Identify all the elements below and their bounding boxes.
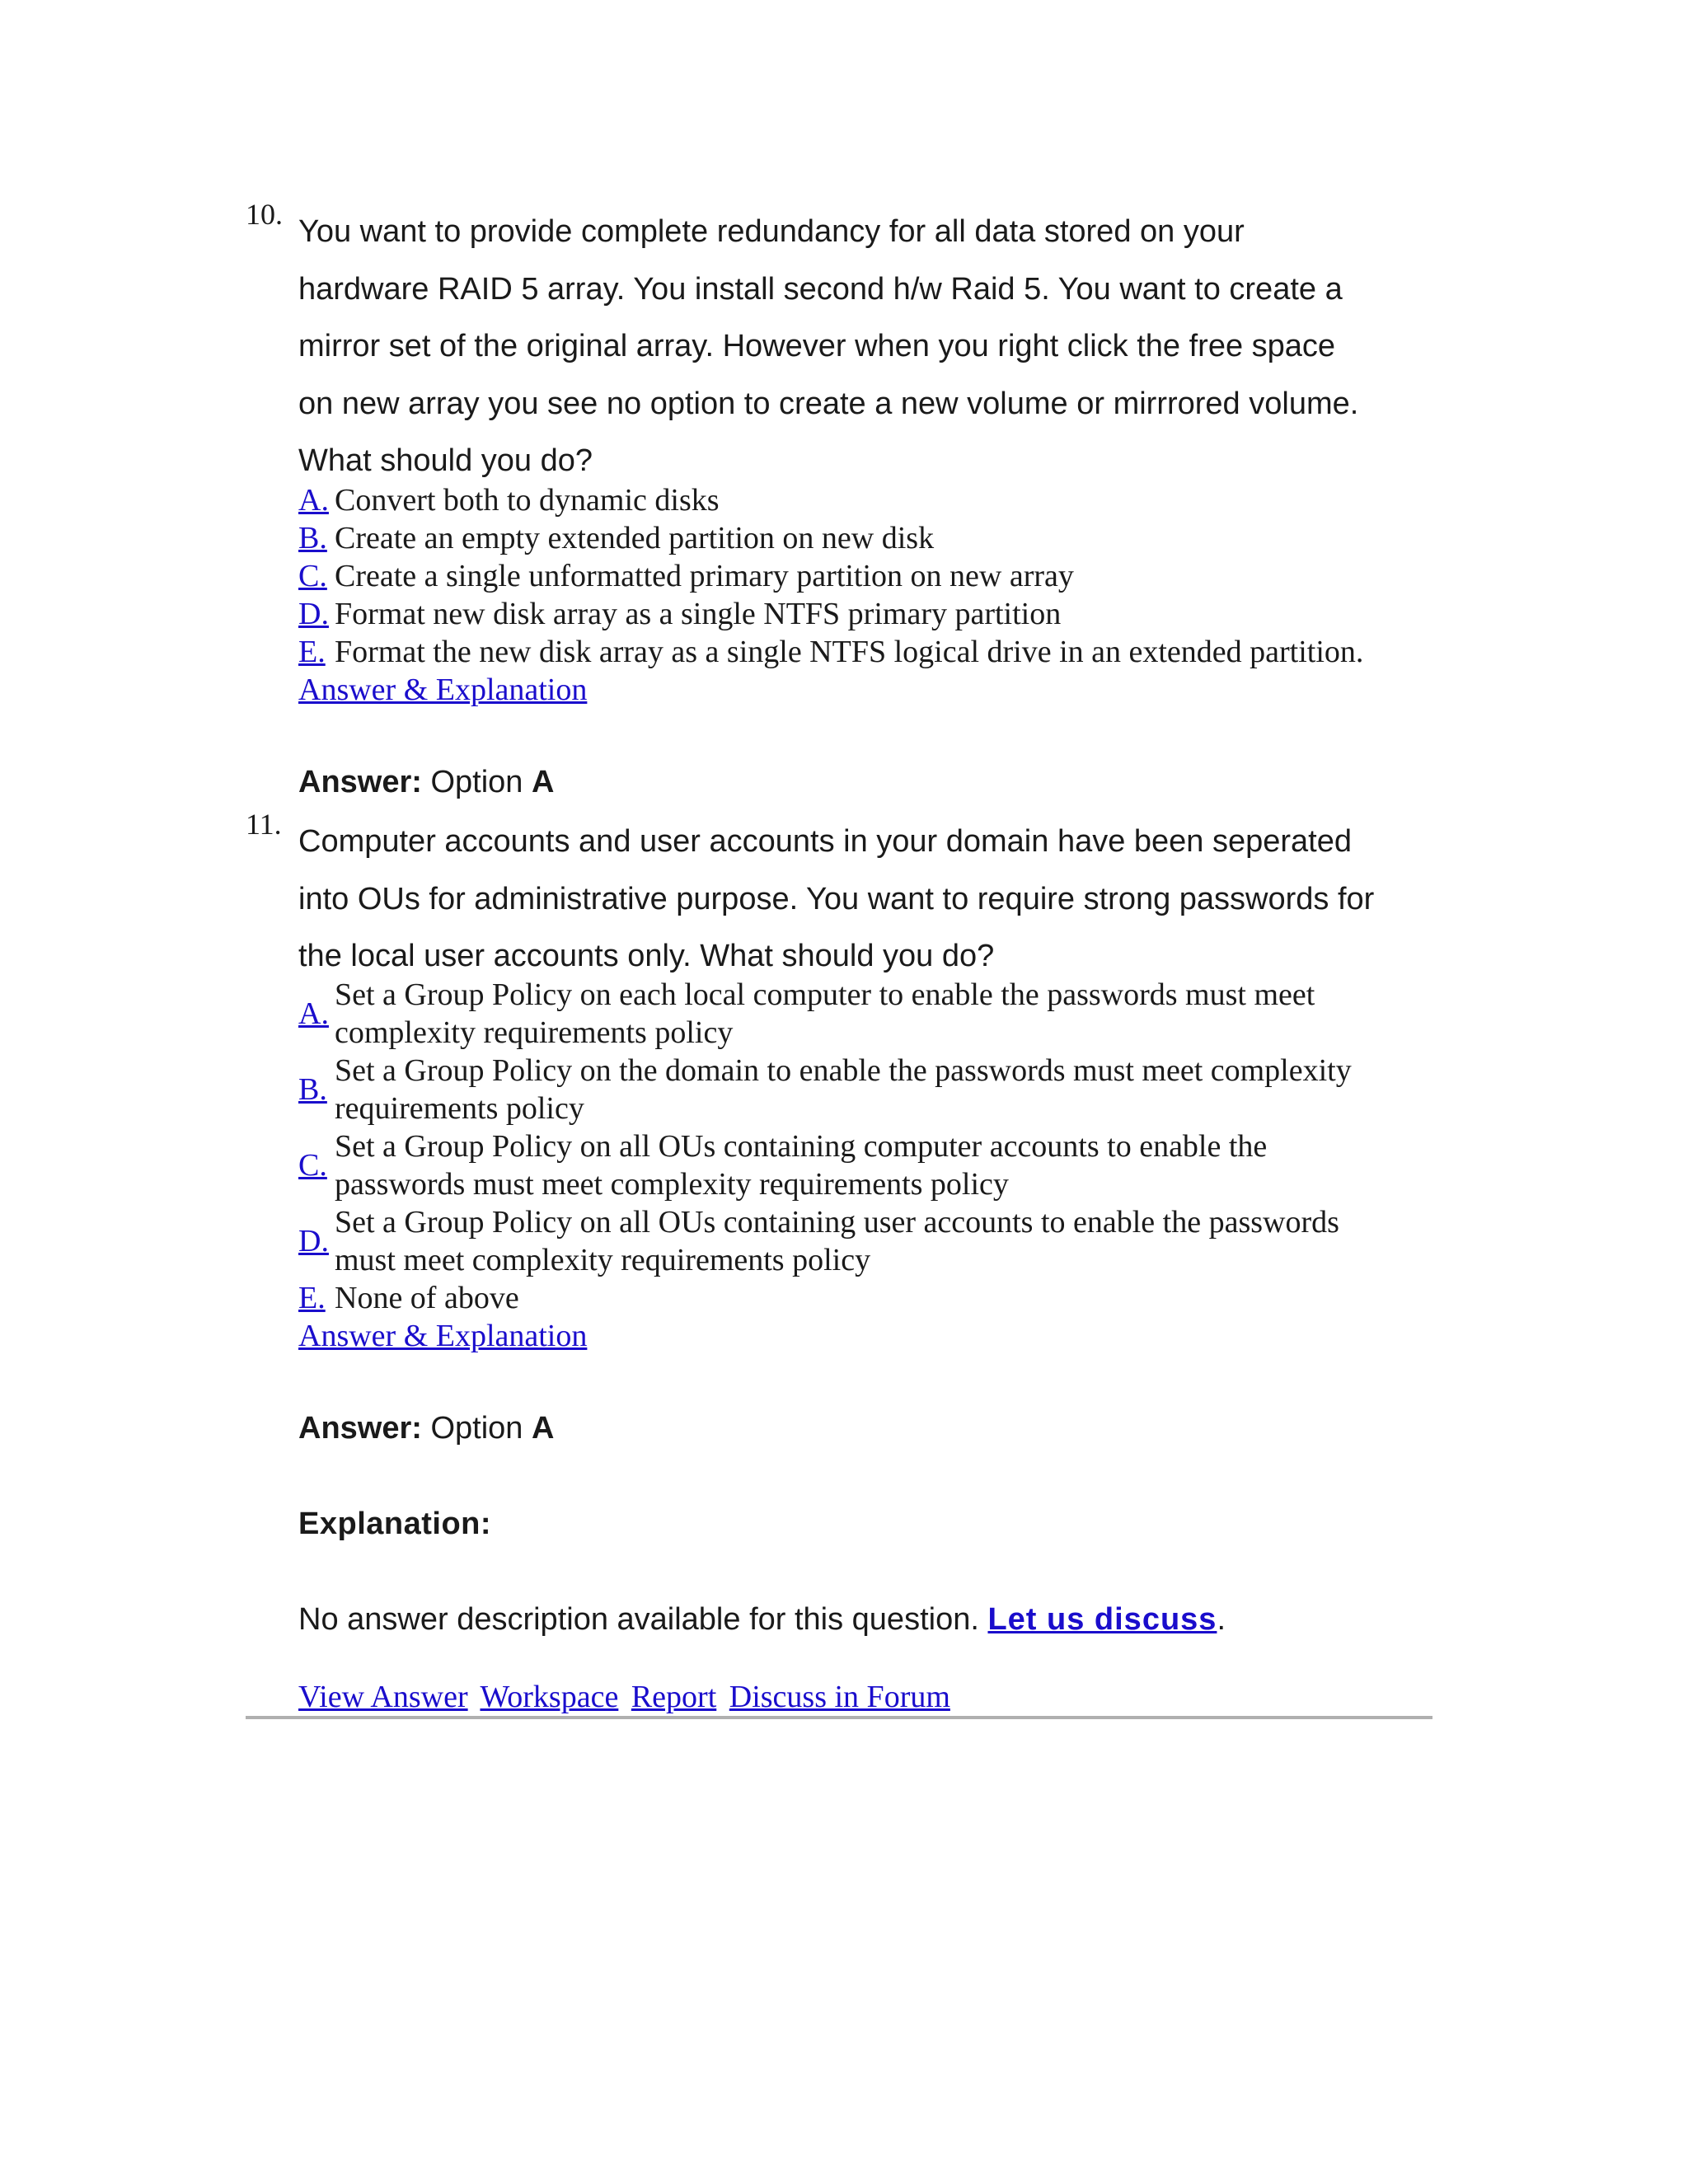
option-a (298, 481, 1452, 519)
answer-label: Answer: (298, 765, 422, 799)
option-e-link[interactable]: E. (298, 635, 326, 669)
answer-letter: A (532, 765, 555, 799)
explanation-text: No answer description available for this question. Let us discuss. (298, 1602, 1226, 1637)
answer-letter: A (532, 1411, 555, 1446)
option-text: Create an empty extended partition on new disk (335, 521, 935, 555)
option-a (298, 976, 1452, 1052)
option-e (298, 1279, 1452, 1317)
option-text: Create a single unformatted primary partition on new array (335, 559, 1074, 593)
option-c-link[interactable]: C. (298, 1148, 327, 1183)
option-c-link[interactable]: C. (298, 559, 327, 593)
question-text: You want to provide complete redundancy for all data stored on your hardware RAID 5 array. You install second h/w Raid 5. You want to create a mirror set of the original array. However when you right click the free space on new array you see no option to create a new volume or mirrrored volume. What should you do? (298, 214, 1359, 478)
divider (246, 1716, 1432, 1719)
option-d-link[interactable]: D. (298, 1224, 329, 1258)
answer-line (298, 1409, 554, 1447)
option-text: Set a Group Policy on all OUs containing computer accounts to enable the passwords must meet complexity requirements policy (335, 1129, 1268, 1202)
option-c (298, 557, 1452, 595)
option-a-link[interactable]: A. (298, 483, 329, 518)
option-text: Convert both to dynamic disks (335, 483, 720, 518)
option-a-link[interactable]: A. (298, 996, 329, 1031)
answer-line (298, 763, 554, 801)
option-d-link[interactable]: D. (298, 597, 329, 631)
answer-explanation-link[interactable]: Answer & Explanation (298, 1319, 588, 1353)
report-link[interactable]: Report (631, 1680, 717, 1714)
option-b (298, 1052, 1452, 1127)
let-us-discuss-link[interactable]: Let us discuss (987, 1602, 1217, 1637)
workspace-link[interactable]: Workspace (480, 1680, 619, 1714)
option-e-link[interactable]: E. (298, 1281, 326, 1315)
option-d (298, 1203, 1452, 1279)
option-e (298, 633, 1452, 671)
option-b-link[interactable]: B. (298, 521, 327, 555)
option-text: Format the new disk array as a single NTFS logical drive in an extended partition. (335, 635, 1364, 669)
option-b-link[interactable]: B. (298, 1072, 327, 1107)
option-text: Set a Group Policy on all OUs containing user accounts to enable the passwords must meet complexity requirements policy (335, 1205, 1339, 1277)
question-number: 10. (246, 198, 283, 231)
option-c (298, 1127, 1452, 1203)
answer-option-word: Option (430, 1411, 523, 1446)
option-text: None of above (335, 1281, 519, 1315)
option-text: Set a Group Policy on each local computer to enable the passwords must meet complexity requirements policy (335, 977, 1315, 1050)
question-number: 11. (246, 808, 282, 841)
option-text: Set a Group Policy on the domain to enable the passwords must meet complexity requirements policy (335, 1053, 1352, 1126)
discuss-in-forum-link[interactable]: Discuss in Forum (729, 1680, 950, 1714)
options-list (298, 481, 1452, 671)
question-text: Computer accounts and user accounts in your domain have been seperated into OUs for administrative purpose. You want to require strong passwords for the local user accounts only. What should you do? (298, 824, 1375, 973)
answer-label: Answer: (298, 1411, 422, 1446)
option-b (298, 519, 1452, 557)
option-text: Format new disk array as a single NTFS primary partition (335, 597, 1062, 631)
view-answer-link[interactable]: View Answer (298, 1680, 468, 1714)
answer-option-word: Option (430, 765, 523, 799)
footer-links (298, 1678, 955, 1716)
answer-explanation-link[interactable]: Answer & Explanation (298, 673, 588, 707)
option-d (298, 595, 1452, 633)
options-list (298, 976, 1452, 1317)
explanation-label: Explanation: (298, 1507, 492, 1541)
